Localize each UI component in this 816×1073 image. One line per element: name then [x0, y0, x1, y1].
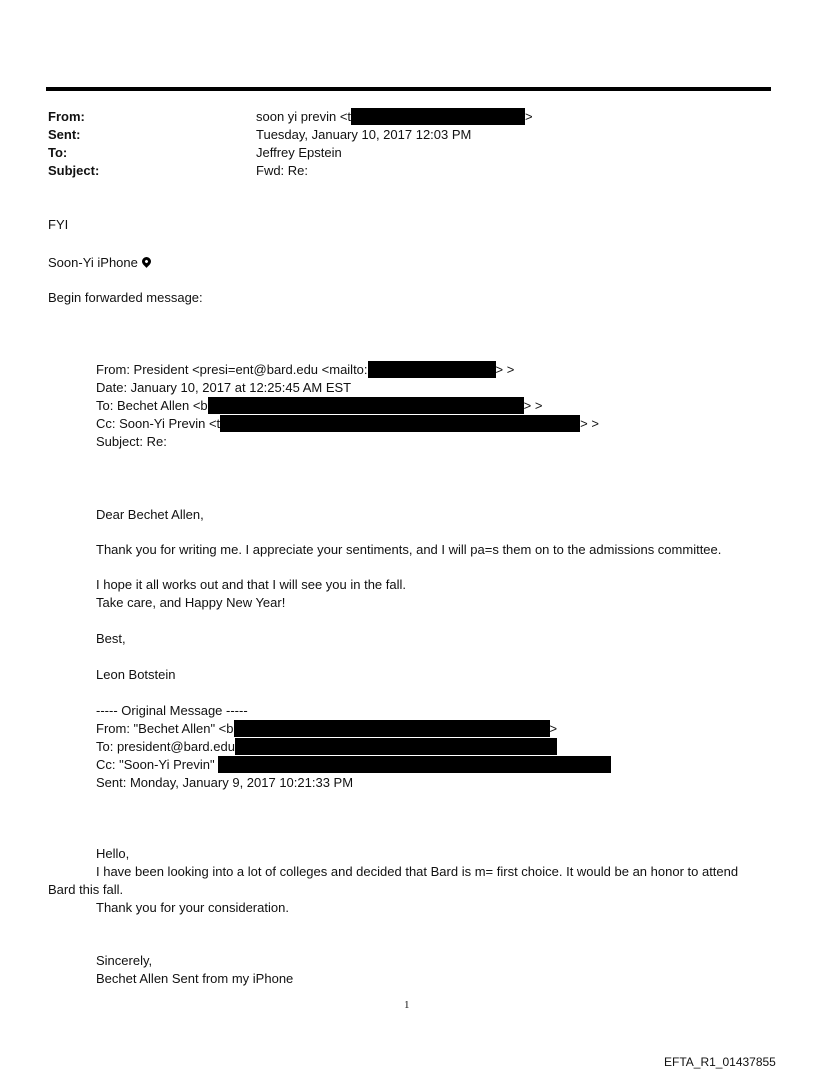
orig-to-text: To: president@bard.edu	[96, 739, 235, 754]
orig-from-end: >	[549, 721, 558, 736]
subject-label: Subject:	[48, 163, 100, 178]
reply-paragraph-2a: I hope it all works out and that I will see you in the fall.	[96, 577, 407, 592]
orig-cc-line	[96, 756, 611, 774]
fwd-date-line: Date: January 10, 2017 at 12:25:45 AM EST	[96, 380, 352, 395]
subject-value: Fwd: Re:	[256, 163, 309, 178]
orig-line-1-cont: Bard this fall.	[48, 882, 124, 897]
fwd-from-text: From: President <presi=ent@bard.edu <mailto:	[96, 362, 368, 377]
redaction-box	[235, 738, 557, 755]
reply-paragraph-1: Thank you for writing me. I appreciate your sentiments, and I will pa=s them on to the admissions committee.	[96, 542, 722, 557]
reply-signer: Leon Botstein	[96, 667, 176, 682]
orig-from-text: From: "Bechet Allen" <b	[96, 721, 234, 736]
fwd-cc-text: Cc: Soon-Yi Previn <t	[96, 416, 221, 431]
orig-cc-text: Cc: "Soon-Yi Previn"	[96, 757, 215, 772]
from-value-text: soon yi previn <t	[256, 109, 352, 124]
orig-line-1: I have been looking into a lot of colleges and decided that Bard is m= first choice. It would be an honor to attend	[96, 864, 739, 879]
orig-to-line	[96, 738, 557, 756]
fyi-text: FYI	[48, 217, 69, 232]
from-value	[256, 108, 533, 126]
orig-sincerely: Sincerely,	[96, 953, 153, 968]
from-value-end: >	[525, 109, 533, 124]
signature-text: Soon-Yi iPhone	[48, 255, 138, 270]
orig-hello: Hello,	[96, 846, 130, 861]
sent-value: Tuesday, January 10, 2017 12:03 PM	[256, 127, 472, 142]
reply-paragraph-2b: Take care, and Happy New Year!	[96, 595, 286, 610]
to-label: To:	[48, 145, 68, 160]
to-value: Jeffrey Epstein	[256, 145, 342, 160]
fwd-to-text: To: Bechet Allen <b	[96, 398, 208, 413]
from-label: From:	[48, 109, 85, 124]
orig-sent-line: Sent: Monday, January 9, 2017 10:21:33 PM	[96, 775, 354, 790]
orig-signature: Bechet Allen Sent from my iPhone	[96, 971, 294, 986]
fwd-to-line	[96, 397, 542, 415]
redaction-box	[218, 756, 611, 773]
fwd-from-end: > >	[495, 362, 515, 377]
signature-line	[48, 254, 151, 272]
fwd-from-line	[96, 361, 514, 379]
redaction-box	[220, 415, 580, 432]
sent-label: Sent:	[48, 127, 81, 142]
header-rule	[46, 87, 771, 91]
redaction-box	[351, 108, 525, 125]
fwd-subject-line: Subject: Re:	[96, 434, 167, 449]
redaction-box	[234, 720, 550, 737]
document-id: EFTA_R1_01437855	[664, 1055, 776, 1069]
balloon-icon	[140, 255, 153, 268]
greeting-text: Dear Bechet Allen,	[96, 507, 204, 522]
original-marker: ----- Original Message -----	[96, 703, 248, 718]
fwd-to-end: > >	[523, 398, 543, 413]
page-number: 1	[404, 999, 410, 1011]
orig-line-2: Thank you for your consideration.	[96, 900, 289, 915]
fwd-cc-end: > >	[580, 416, 599, 431]
begin-forward-text: Begin forwarded message:	[48, 290, 203, 305]
redaction-box	[208, 397, 524, 414]
fwd-cc-line	[96, 415, 599, 433]
orig-from-line	[96, 720, 557, 738]
redaction-box	[368, 361, 496, 378]
reply-closing: Best,	[96, 631, 126, 646]
